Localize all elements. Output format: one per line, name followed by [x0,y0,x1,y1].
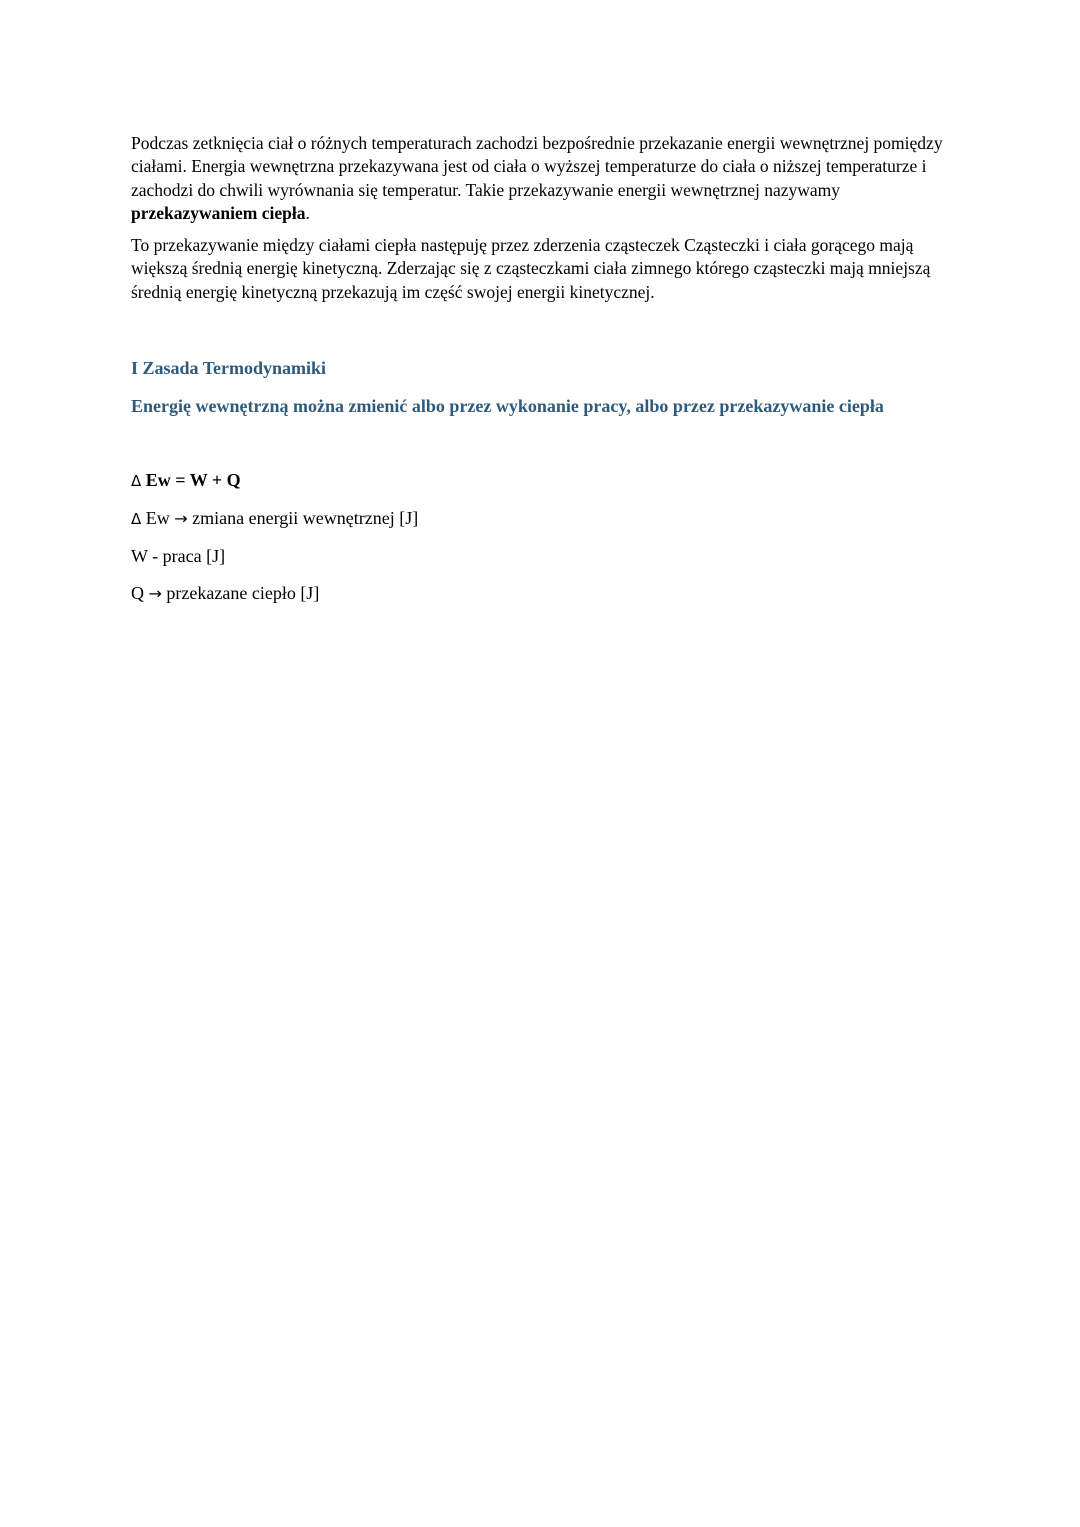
delta-symbol: Δ [131,510,142,529]
paragraph1-text: Podczas zetknięcia ciał o różnych temperaturach zachodzi bezpośrednie przekazanie energii wewnętrznej pomiędzy ciałami. Energia wewnętrzna przekazywana jest od ciała o wyższej temperaturze do ciała o niższej temperaturze i zachodzi do chwili wyrównania się temperatur. Takie przekazywanie energii wewnętrznej nazywamy [131,133,943,200]
legend-item-heat [131,581,951,606]
legend-description: przekazane ciepło [J] [161,583,320,604]
paragraph-particle-collisions: To przekazywanie między ciałami ciepła następuję przez zderzenia cząsteczek Cząsteczki i ciała gorącego mają większą średnią energię kinetyczną. Zderzając się z cząsteczkami ciała zimnego którego cząsteczki mają mniejszą średnią energię kinetyczną przekazują im część swojej energii kinetycznej. [131,235,931,302]
arrow-right-icon: → [174,509,188,529]
document-page [131,132,951,606]
legend-item-work: W - praca [J] [131,546,226,567]
paragraph1-bold-term: przekazywaniem ciepła [131,202,306,223]
delta-symbol: Δ [131,472,142,491]
section-subheading: Energię wewnętrzną można zmienić albo przez wykonanie pracy, albo przez przekazywanie ciepła [131,396,884,417]
paragraph1-end: . [305,202,310,223]
paragraph-heat-transfer [131,132,951,225]
legend-description: zmiana energii wewnętrznej [J] [187,508,419,529]
legend-label: Ew [141,508,175,529]
legend-label: Q [131,583,149,604]
legend-item-delta-ew [131,506,951,531]
formula [131,468,951,493]
formula-expression: Ew = W + Q [141,470,241,491]
section-heading: I Zasada Termodynamiki [131,358,327,379]
arrow-right-icon: → [148,584,162,604]
